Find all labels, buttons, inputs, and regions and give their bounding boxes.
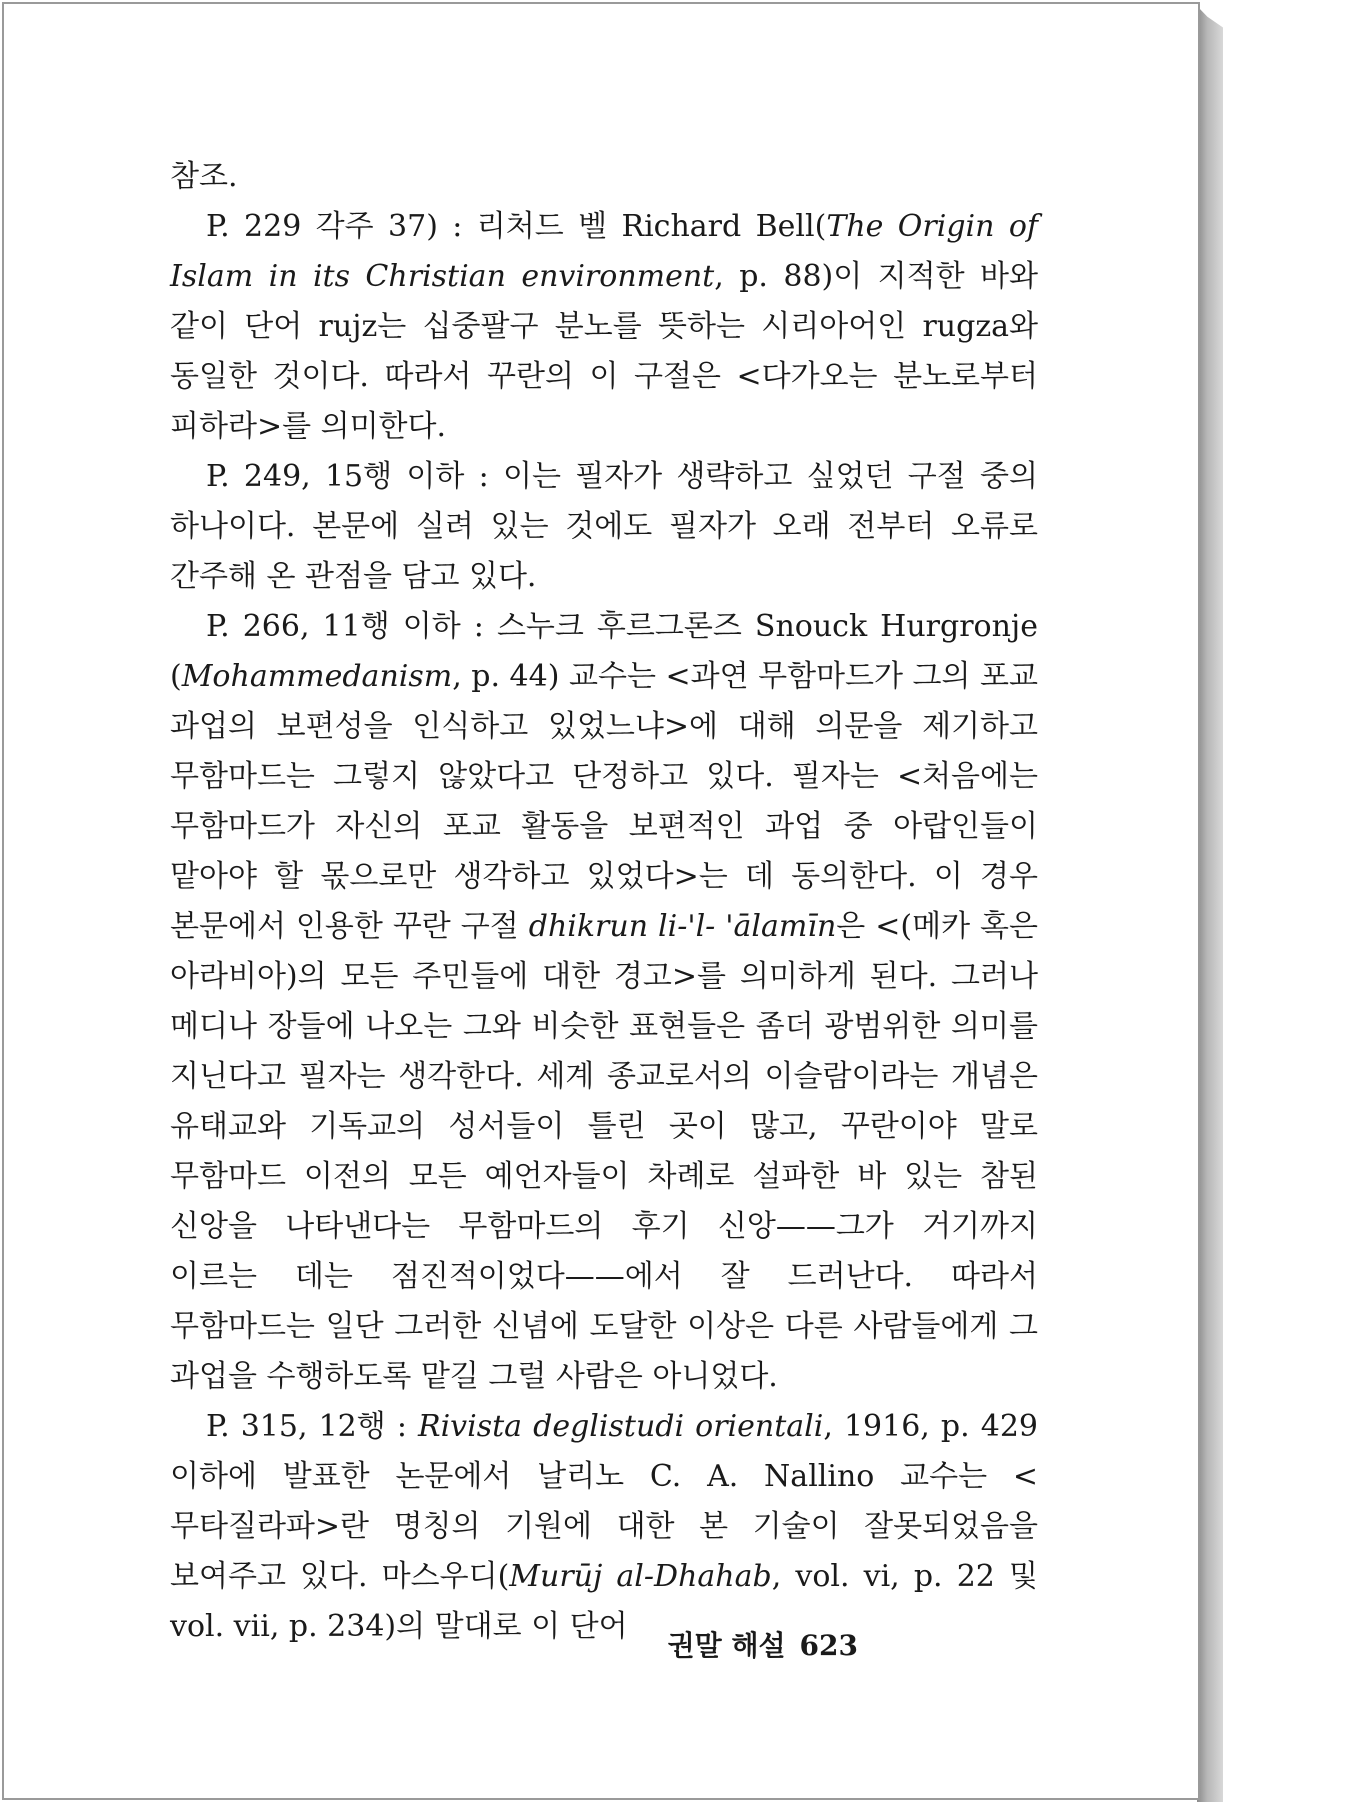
text-run: , 1916, p. 429 이하에 발표한 논문에서 날리노 C. A. Nallino 교수는 <무타질라파>란 명칭의 기원에 대한 본 기술이 잘못되었음을 보여주고 있다. 마스우디( xyxy=(170,1409,1038,1594)
paragraph xyxy=(170,202,1038,452)
italic-run: Murūj al-Dhahab xyxy=(509,1559,772,1594)
text-run: , vol. vi, p. 22 및 vol. vii, p. 234)의 말대로 이 단어 xyxy=(170,1559,1038,1644)
text-run: P. 229 각주 37) : 리처드 벨 Richard Bell( xyxy=(206,209,827,244)
text-run: 은 <(메카 혹은 아라비아)의 모든 주민들에 대한 경고>를 의미하게 된다. 그러나 메디나 장들에 나오는 그와 비슷한 표현들은 좀더 광범위한 의미를 지닌다고 필자는 생각한다. 세계 종교로서의 이슬람이라는 개념은 유태교와 기독교의 성서들이 틀린 곳이 많고, 꾸란이야 말로 무함마드 이전의 모든 예언자들이 차례로 설파한 바 있는 참된 신앙을 나타낸다는 무함마드의 후기 신앙——그가 거기까지 이르는 데는 점진적이었다——에서 잘 드러난다. 따라서 무함마드는 일단 그러한 신념에 도달한 이상은 다른 사람들에게 그 과업을 수행하도록 맡길 그럴 사람은 아니었다. xyxy=(170,909,1038,1394)
text-run: P. 266, 11행 이하 : 스누크 후르그론즈 Snouck Hurgronje ( xyxy=(170,609,1038,694)
body-text xyxy=(170,152,1038,1652)
paragraph xyxy=(170,1402,1038,1652)
footer-section-label: 권말 해설 xyxy=(667,1629,786,1662)
text-run: , p. 44) 교수는 <과연 무함마드가 그의 포교 과업의 보편성을 인식하고 있었느냐>에 대해 의문을 제기하고 무함마드는 그렇지 않았다고 단정하고 있다. 필자는 <처음에는 무함마드가 자신의 포교 활동을 보편적인 과업 중 아랍인들이 맡아야 할 몫으로만 생각하고 있었다>는 데 동의한다. 이 경우 본문에서 인용한 꾸란 구절 xyxy=(170,659,1038,944)
page-edge-shadow xyxy=(1197,6,1223,1802)
paragraph xyxy=(170,152,1038,202)
text-run: P. 249, 15행 이하 : 이는 필자가 생략하고 싶었던 구절 중의 하나이다. 본문에 실려 있는 것에도 필자가 오래 전부터 오류로 간주해 온 관점을 담고 있다. xyxy=(170,459,1038,594)
italic-run: Mohammedanism xyxy=(181,659,453,694)
paragraph xyxy=(170,602,1038,1402)
italic-run: dhikrun li-'l- 'ālamīn xyxy=(528,909,837,944)
page-number: 623 xyxy=(799,1629,858,1662)
page-footer xyxy=(668,1624,858,1664)
italic-run: Rivista deglistudi orientali xyxy=(418,1409,824,1444)
book-page xyxy=(2,2,1200,1800)
text-run: , p. 88)이 지적한 바와 같이 단어 rujz는 십중팔구 분노를 뜻하는 시리아어인 rugza와 동일한 것이다. 따라서 꾸란의 이 구절은 <다가오는 분노로부터 피하라>를 의미한다. xyxy=(170,259,1038,444)
text-run: P. 315, 12행 : xyxy=(206,1409,418,1444)
italic-run: The Origin of Islam in its Christian environment xyxy=(170,209,1038,294)
text-run: 참조. xyxy=(170,159,238,194)
paragraph xyxy=(170,452,1038,602)
